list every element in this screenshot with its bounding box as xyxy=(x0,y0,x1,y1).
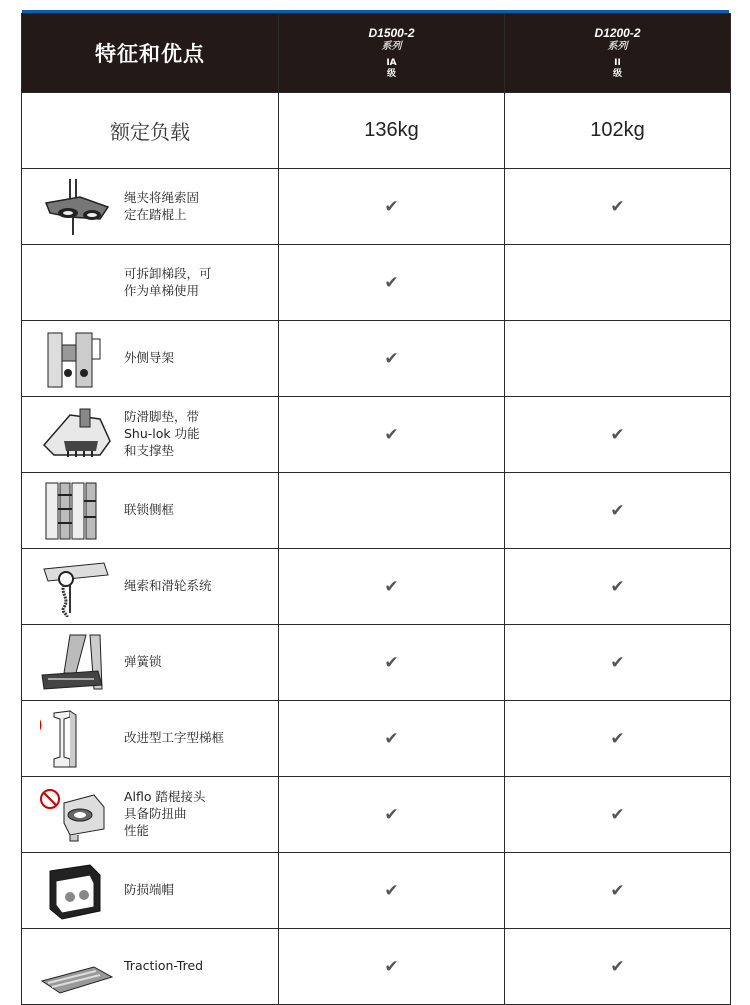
feature-label: 防滑脚垫，带 Shu-lok 功能 和支撑垫 xyxy=(124,409,200,458)
rope-clamp-icon xyxy=(40,177,114,237)
feature-comparison-table xyxy=(21,13,731,1005)
interlocking-rail-icon xyxy=(40,481,114,541)
feature-cell xyxy=(22,473,279,549)
feature-row xyxy=(22,321,731,397)
feature-cell xyxy=(22,929,279,1005)
feature-label: 可拆卸梯段，可 作为单梯使用 xyxy=(124,265,212,298)
check-mark-model-1: ✔ xyxy=(279,625,505,701)
check-mark-model-1: ✔ xyxy=(279,169,505,245)
feature-row xyxy=(22,701,731,777)
check-mark-model-2 xyxy=(505,321,731,397)
model-header-1: D1500-2 系列 IA 级 xyxy=(279,14,505,93)
feature-label: 联锁侧框 xyxy=(124,502,175,518)
outside-guide-icon xyxy=(40,329,114,389)
slip-resistant-foot-icon xyxy=(40,405,114,465)
traction-tred-icon xyxy=(40,937,114,997)
feature-row xyxy=(22,625,731,701)
rated-load-label: 额定负载 xyxy=(22,93,279,169)
feature-row xyxy=(22,169,731,245)
spring-lock-icon xyxy=(40,633,114,693)
check-mark-model-1: ✔ xyxy=(279,853,505,929)
check-mark-model-2: ✔ xyxy=(505,625,731,701)
check-mark-model-2: ✔ xyxy=(505,169,731,245)
feature-row xyxy=(22,245,731,321)
feature-row xyxy=(22,473,731,549)
check-mark-model-1: ✔ xyxy=(279,245,505,321)
rope-pulley-icon xyxy=(40,557,114,617)
features-header: 特征和优点 xyxy=(22,14,279,93)
check-mark-model-1: ✔ xyxy=(279,549,505,625)
feature-label: Traction-Tred xyxy=(124,958,204,974)
feature-label: 防损端帽 xyxy=(124,882,175,898)
check-mark-model-2 xyxy=(505,245,731,321)
rated-load-value-2: 102kg xyxy=(505,93,731,169)
check-mark-model-2: ✔ xyxy=(505,397,731,473)
check-mark-model-2: ✔ xyxy=(505,777,731,853)
feature-label: 改进型工字型梯框 xyxy=(124,730,225,746)
check-mark-model-1: ✔ xyxy=(279,321,505,397)
check-mark-model-2: ✔ xyxy=(505,701,731,777)
feature-row xyxy=(22,853,731,929)
feature-cell xyxy=(22,853,279,929)
feature-cell xyxy=(22,397,279,473)
end-cap-icon xyxy=(40,861,114,921)
rated-load-row xyxy=(22,93,731,169)
feature-row xyxy=(22,397,731,473)
feature-label: 弹簧锁 xyxy=(124,654,162,670)
rated-load-value-1: 136kg xyxy=(279,93,505,169)
feature-cell xyxy=(22,245,279,321)
feature-label: 绳索和滑轮系统 xyxy=(124,578,212,594)
feature-cell xyxy=(22,321,279,397)
model-header-2: D1200-2 系列 II 级 xyxy=(505,14,731,93)
rung-joint-icon xyxy=(40,785,114,845)
check-mark-model-1: ✔ xyxy=(279,929,505,1005)
check-mark-model-1: ✔ xyxy=(279,777,505,853)
feature-row xyxy=(22,549,731,625)
feature-label: 绳夹将绳索固 定在踏棍上 xyxy=(124,189,200,222)
feature-label: Alflo 踏棍接头 具备防扭曲 性能 xyxy=(124,789,206,838)
feature-cell xyxy=(22,169,279,245)
feature-cell xyxy=(22,625,279,701)
feature-cell xyxy=(22,549,279,625)
check-mark-model-1 xyxy=(279,473,505,549)
check-mark-model-2: ✔ xyxy=(505,929,731,1005)
feature-label: 外侧导架 xyxy=(124,350,175,366)
check-mark-model-1: ✔ xyxy=(279,397,505,473)
table-header-row xyxy=(22,14,731,93)
feature-cell xyxy=(22,701,279,777)
feature-row xyxy=(22,929,731,1005)
i-beam-rail-icon xyxy=(40,709,114,769)
feature-cell xyxy=(22,777,279,853)
check-mark-model-1: ✔ xyxy=(279,701,505,777)
check-mark-model-2: ✔ xyxy=(505,853,731,929)
check-mark-model-2: ✔ xyxy=(505,549,731,625)
feature-row xyxy=(22,777,731,853)
check-mark-model-2: ✔ xyxy=(505,473,731,549)
